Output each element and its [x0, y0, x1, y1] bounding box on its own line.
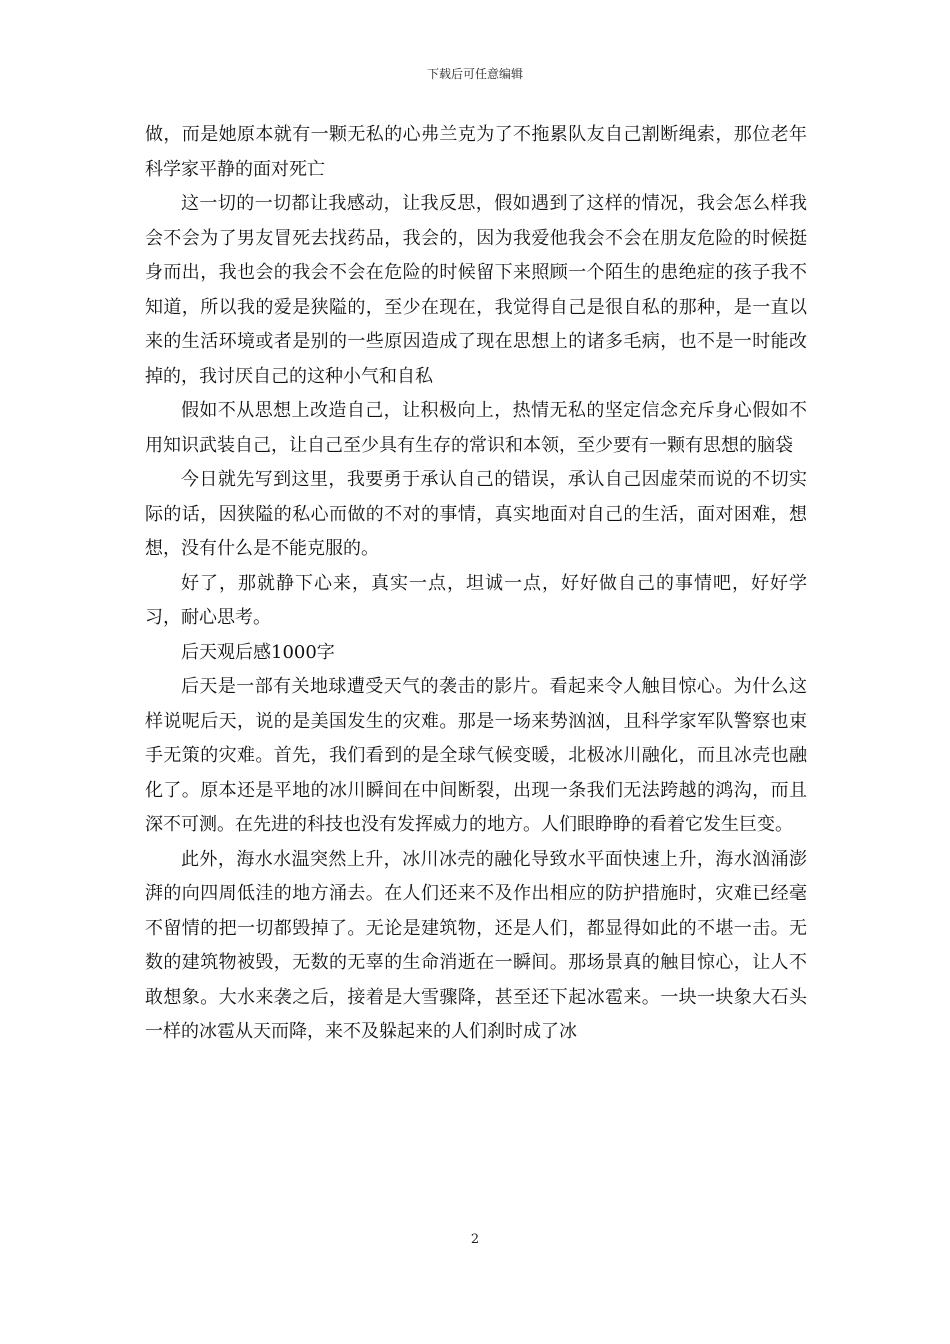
paragraph-intro: 后天是一部有关地球遭受天气的袭击的影片。看起来令人触目惊心。为什么这样说呢后天，说的是美国发生的灾难。那是一场来势汹汹，且科学家军队警察也束手无策的灾难。首先，我们看到的是全球气候变暖，北极冰川融化，而且冰壳也融化了。原本还是平地的冰川瞬间在中间断裂，出现一条我们无法跨越的鸿沟，而且深不可测。在先进的科技也没有发挥威力的地方。人们眼睁睁的看着它发生巨变。 [145, 676, 807, 835]
paragraph-reflection: 这一切的一切都让我感动，让我反思，假如遇到了这样的情况，我会怎么样我会不会为了男友冒死去找药品，我会的，因为我爱他我会不会在朋友危险的时候挺身而出，我也会的我会不会在危险的时候留下来照顾一个陌生的患绝症的孩子我不知道，所以我的爱是狭隘的，至少在现在，我觉得自己是很自私的那种，是一直以来的生活环境或者是别的一些原因造成了现在思想上的诸多毛病，也不是一时能改掉的，我讨厌自己的这种小气和自私 [145, 193, 807, 387]
section-title: 后天观后感1000字 [181, 641, 335, 663]
paragraph-disaster: 此外，海水水温突然上升，冰川冰壳的融化导致水平面快速上升，海水汹涌澎湃的向四周低洼的地方涌去。在人们还来不及作出相应的防护措施时，灾难已经毫不留情的把一切都毁掉了。无论是建筑物，还是人们，都显得如此的不堪一击。无数的建筑物被毁，无数的无辜的生命消逝在一瞬间。那场景真的触目惊心，让人不敢想象。大水来袭之后，接着是大雪骤降，甚至还下起冰雹来。一块一块象大石头一样的冰雹从天而降，来不及躲起来的人们刹时成了冰 [145, 848, 807, 1042]
page-header: 下载后可任意编辑 [426, 67, 523, 81]
paragraph-continuation: 做，而是她原本就有一颗无私的心弗兰克为了不拖累队友自己割断绳索，那位老年科学家平静的面对死亡 [145, 124, 807, 180]
paragraph-closing: 好了，那就静下心来，真实一点，坦诚一点，好好做自己的事情吧，好好学习，耐心思考。 [145, 572, 807, 628]
paragraph-conclusion: 今日就先写到这里，我要勇于承认自己的错误，承认自己因虚荣而说的不切实际的话，因狭隘的私心而做的不对的事情，真实地面对自己的生活，面对困难，想想，没有什么是不能克服的。 [145, 469, 807, 559]
paragraph-self-improvement: 假如不从思想上改造自己，让积极向上，热情无私的坚定信念充斥身心假如不用知识武装自己，让自己至少具有生存的常识和本领，至少要有一颗有思想的脑袋 [145, 400, 807, 456]
document-body [145, 118, 807, 1050]
page-number: 2 [470, 1232, 480, 1247]
